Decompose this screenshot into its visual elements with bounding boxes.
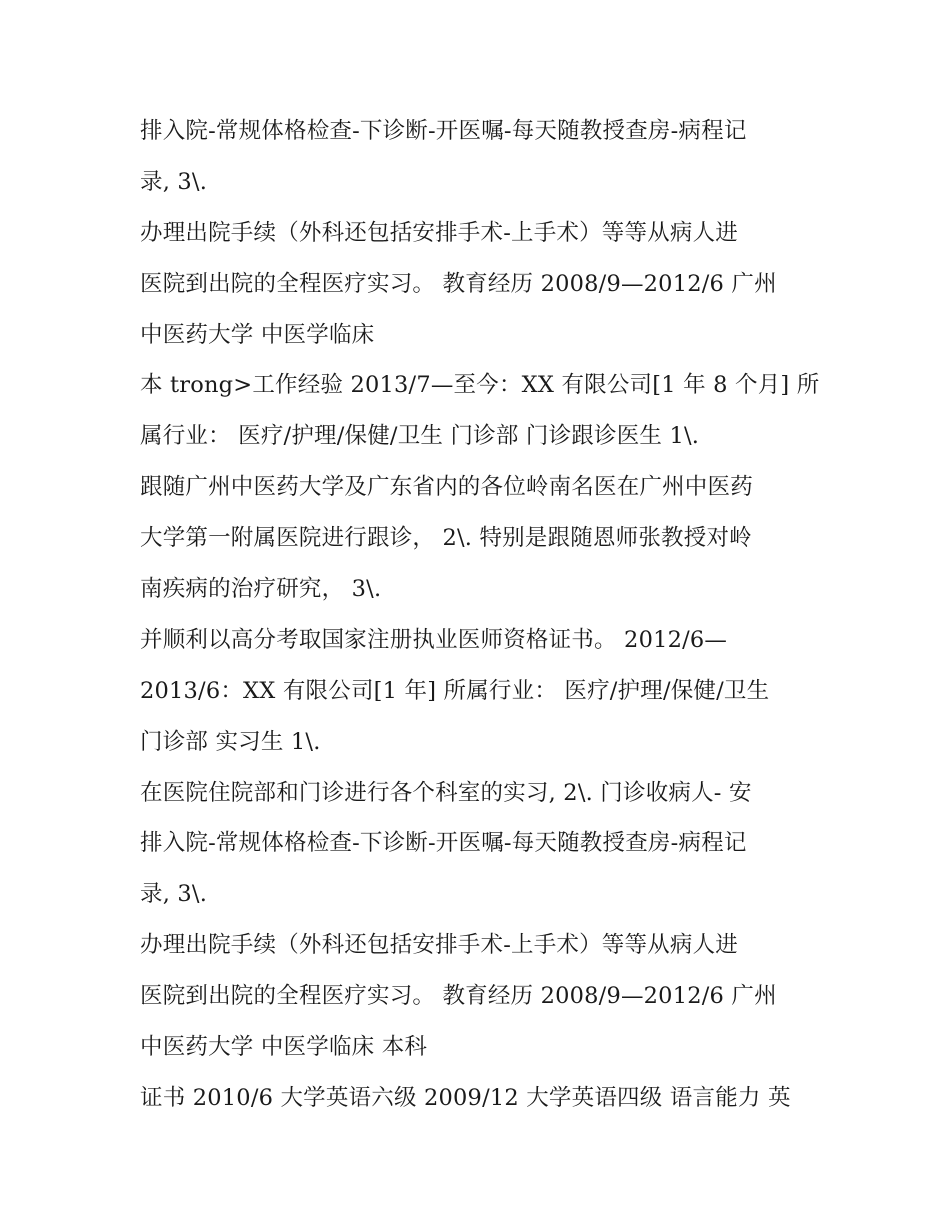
text-line: 在医院住院部和门诊进行各个科室的实习, 2\. 门诊收病人- 安 <box>140 779 752 806</box>
text-line: 中医药大学 中医学临床 <box>140 321 375 348</box>
text-line: 录, 3\. <box>140 881 208 908</box>
text-line: 并顺利以高分考取国家注册执业医师资格证书。 2012/6— <box>140 626 728 653</box>
text-line: 2013/6：XX 有限公司[1 年] 所属行业： 医疗/护理/保健/卫生 <box>140 677 770 704</box>
document-body <box>140 106 820 1124</box>
text-line: 中医药大学 中医学临床 本科 <box>140 1034 428 1061</box>
text-line: 医院到出院的全程医疗实习。 教育经历 2008/9—2012/6 广州 <box>140 270 777 297</box>
text-line: 办理出院手续（外科还包括安排手术-上手术）等等从病人进 <box>140 219 739 246</box>
text-line: 大学第一附属医院进行跟诊， 2\. 特别是跟随恩师张教授对岭 <box>140 525 752 552</box>
text-line: 医院到出院的全程医疗实习。 教育经历 2008/9—2012/6 广州 <box>140 983 777 1010</box>
text-line: 录, 3\. <box>140 168 208 195</box>
text-line: 办理出院手续（外科还包括安排手术-上手术）等等从病人进 <box>140 932 739 959</box>
text-line: 排入院-常规体格检查-下诊断-开医嘱-每天随教授查房-病程记 <box>140 830 747 857</box>
text-line: 本 trong>工作经验 2013/7—至今：XX 有限公司[1 年 8 个月] 所 <box>140 372 820 399</box>
text-line: 跟随广州中医药大学及广东省内的各位岭南名医在广州中医药 <box>140 474 753 501</box>
text-line: 属行业： 医疗/护理/保健/卫生 门诊部 门诊跟诊医生 1\. <box>140 423 700 450</box>
text-line: 排入院-常规体格检查-下诊断-开医嘱-每天随教授查房-病程记 <box>140 118 747 144</box>
text-line: 门诊部 实习生 1\. <box>140 728 321 755</box>
text-line: 南疾病的治疗研究， 3\. <box>140 576 382 603</box>
text-line: 证书 2010/6 大学英语六级 2009/12 大学英语四级 语言能力 英 <box>140 1084 791 1111</box>
